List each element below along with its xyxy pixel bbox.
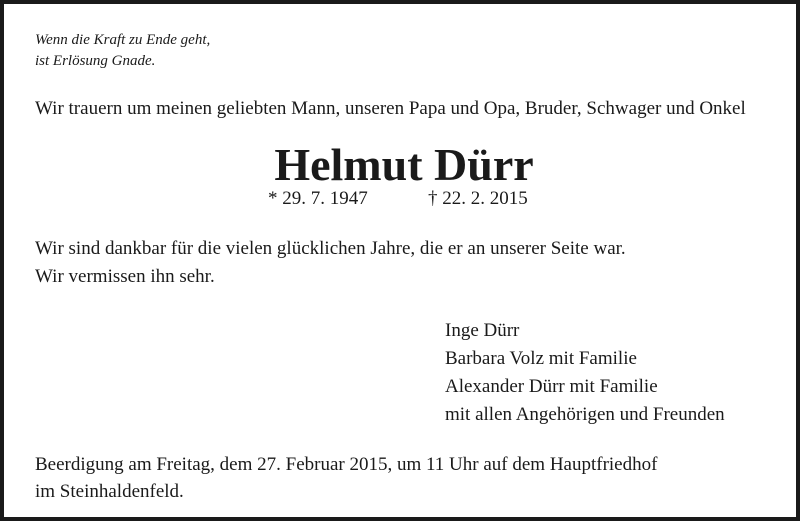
- mourner-line: Inge Dürr: [445, 320, 520, 341]
- mourner-line: Alexander Dürr mit Familie: [445, 376, 658, 397]
- deceased-name: Helmut Dürr: [274, 139, 534, 190]
- birth-date: * 29. 7. 1947: [268, 188, 368, 209]
- intro-text: Wir trauern um meinen geliebten Mann, unseren Papa und Opa, Bruder, Schwager und Onkel: [35, 98, 746, 119]
- funeral-line-1: Beerdigung am Freitag, dem 27. Februar 2015, um 11 Uhr auf dem Hauptfriedhof: [35, 454, 658, 475]
- funeral-line-2: im Steinhaldenfeld.: [35, 481, 184, 502]
- motto: [35, 30, 210, 72]
- message-line-1: Wir sind dankbar für die vielen glücklichen Jahre, die er an unserer Seite war.: [35, 238, 626, 259]
- death-date: † 22. 2. 2015: [428, 188, 528, 209]
- mourners-list: [445, 317, 725, 429]
- mourner-line: Barbara Volz mit Familie: [445, 348, 637, 369]
- motto-line-2: ist Erlösung Gnade.: [35, 53, 156, 69]
- message-line-2: Wir vermissen ihn sehr.: [35, 266, 215, 287]
- mourner-line: mit allen Angehörigen und Freunden: [445, 404, 725, 425]
- motto-line-1: Wenn die Kraft zu Ende geht,: [35, 32, 211, 48]
